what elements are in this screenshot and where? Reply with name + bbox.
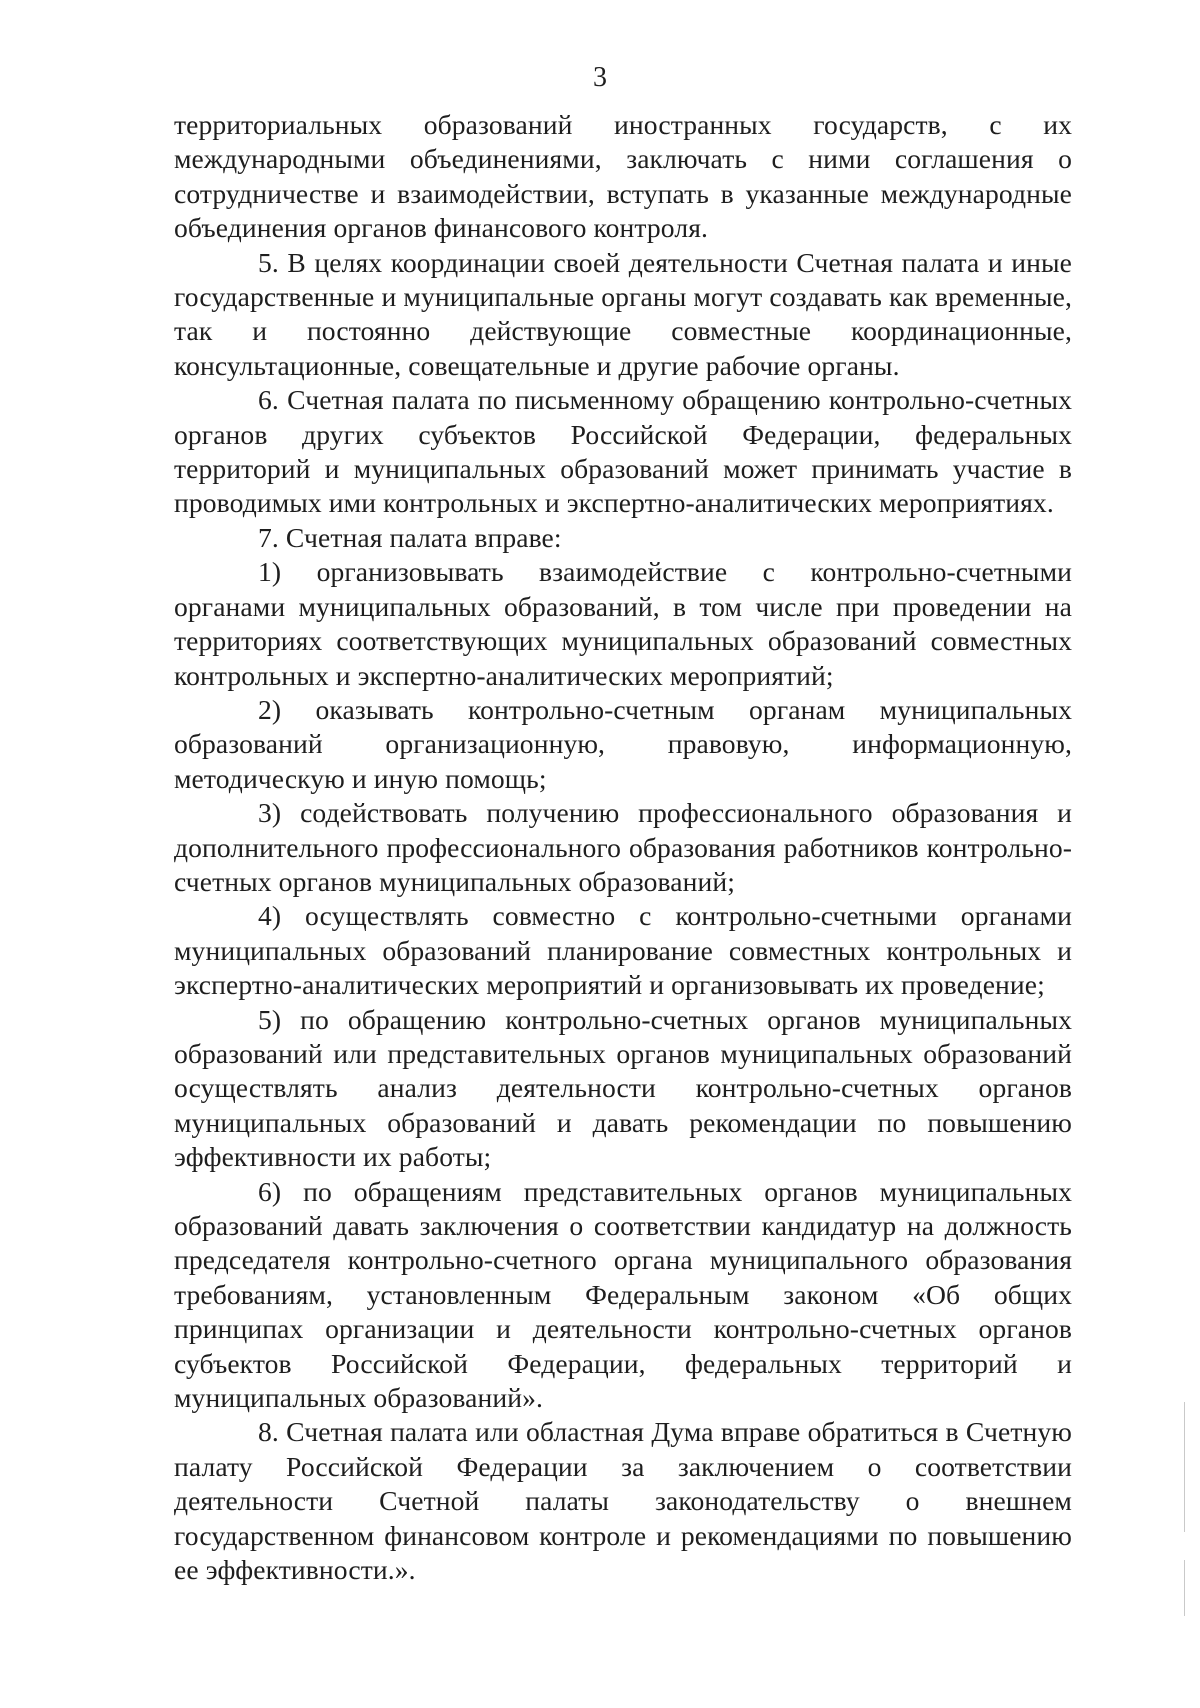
list-item-7-3: 3) содействовать получению профессионального образования и дополнительного профессионального образования работников контрольно-счетных органов муниципальных образований; (174, 797, 1072, 897)
paragraph-5: 5. В целях координации своей деятельности Счетная палата и иные государственные и муниципальные органы могут создавать как временные, так и постоянно действующие совместные координационные, консультационные, совещательные и другие рабочие органы. (174, 246, 1072, 381)
list-item-7-1: 1) организовывать взаимодействие с контрольно-счетными органами муниципальных образований, в том числе при проведении на территориях соответствующих муниципальных образований совместных контрольных и экспертно-аналитических мероприятий; (174, 556, 1072, 691)
paragraph-6: 6. Счетная палата по письменному обращению контрольно-счетных органов других субъектов Российской Федерации, федеральных территорий и муниципальных образований может принимать участие в проводимых ими контрольных и экспертно-аналитических мероприятиях. (174, 384, 1072, 519)
scan-edge-line (1184, 1560, 1185, 1616)
scan-edge-line (1184, 1402, 1185, 1532)
list-item-7-4: 4) осуществлять совместно с контрольно-счетными органами муниципальных образований планирование совместных контрольных и экспертно-аналитических мероприятий и организовывать их проведение; (174, 900, 1072, 1001)
list-item-7-2: 2) оказывать контрольно-счетным органам муниципальных образований организационную, правовую, информационную, методическую и иную помощь; (174, 693, 1072, 794)
list-item-7-5: 5) по обращению контрольно-счетных органов муниципальных образований или представительных органов муниципальных образований осуществлять анализ деятельности контрольно-счетных органов муниципальных образований и давать рекомендации по повышению эффективности их работы; (174, 1003, 1072, 1173)
paragraph-7-heading: 7. Счетная палата вправе: (258, 521, 562, 553)
paragraph-continuation: территориальных образований иностранных государств, с их международными объединениями, заключать с ними соглашения о сотрудничестве и взаимодействии, вступать в указанные международные объединения органов финансового контроля. (174, 109, 1072, 244)
list-item-7-6: 6) по обращениям представительных органов муниципальных образований давать заключения о соответствии кандидатур на должность председателя контрольно-счетного органа муниципального образования требованиям, установленным Федеральным законом «Об общих принципах организации и деятельности контрольно-счетных органов субъектов Российской Федерации, федеральных территорий и муниципальных образований». (174, 1175, 1072, 1414)
paragraph-8: 8. Счетная палата или областная Дума вправе обратиться в Счетную палату Российской Федерации за заключением о соответствии деятельности Счетной палаты законодательству о внешнем государственном финансовом контроле и рекомендациями по повышению ее эффективности.». (174, 1416, 1072, 1586)
page-number: 3 (593, 62, 607, 93)
document-body (174, 108, 1072, 1587)
